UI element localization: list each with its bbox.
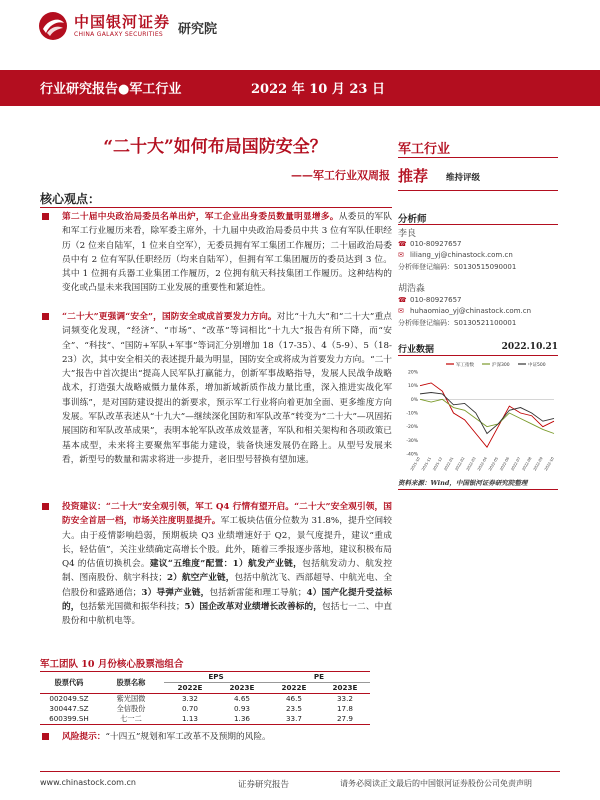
core-point-1 [40, 210, 392, 296]
institute-label: 研究院 [178, 21, 218, 37]
col-header-eps-2022: 2022E [177, 683, 203, 692]
analyst-cert-row [398, 262, 516, 272]
analyst-cert: 分析师登记编码：S0130521100001 [398, 319, 517, 327]
report-category: 行业研究报告●军工行业 [40, 82, 182, 97]
phone-icon: ☎ [398, 240, 407, 248]
series-line [420, 393, 554, 434]
legend-label: 军工指数 [456, 363, 474, 368]
col-header-code: 股票代码 [54, 677, 84, 687]
rating-label: 推荐 [398, 167, 429, 185]
col-header-pe-2023: 2023E [332, 683, 358, 692]
analyst-email-row [398, 251, 513, 259]
core-points-heading: 核心观点： [40, 192, 101, 206]
analyst-phone: 010-80927657 [410, 296, 462, 304]
legend-label: 中证500 [528, 363, 546, 368]
col-header-name: 股票名称 [116, 677, 146, 687]
email-icon: ✉ [398, 251, 404, 259]
divider [40, 771, 560, 772]
x-tick-label: 2022-06 [499, 456, 511, 472]
cell-pe-2023: 17.8 [336, 704, 353, 713]
cell-code: 600399.SH [49, 714, 89, 723]
y-tick-label: -10% [406, 411, 418, 417]
divider [398, 190, 558, 191]
config-item-label: 2）航空产业链， [167, 573, 235, 584]
report-title: “二十大”如何布局国防安全？ [103, 137, 327, 157]
x-tick-label: 2021-12 [432, 456, 444, 472]
x-tick-label: 2022-01 [443, 456, 455, 472]
company-logo [38, 10, 217, 42]
config-item-label: 3）导弹产业链， [141, 587, 210, 598]
point-body: 军工板块估值分位数为 31.8%，提升空间较大。由于疫情影响趋弱，预期板块 Q3 业绩增速好于 Q2，景气度提升，建议“重成长，轻估值”，关注业绩确定高增长个股。此外，随着三季报逐步落地，建议积极布局 Q4 的估值切换机会。 [62, 516, 392, 570]
table-row [40, 704, 370, 714]
divider [398, 355, 558, 356]
industry-data-date: 2022.10.21 [501, 342, 558, 352]
analyst-phone: 010-80927657 [410, 240, 462, 248]
config-item-label: 5）国企改革对业绩增长改善标的， [184, 602, 323, 613]
x-tick-label: 2021-10 [409, 456, 421, 472]
stock-pool-title: 军工团队 10 月份核心股票池组合 [40, 659, 184, 670]
y-tick-label: 10% [407, 384, 418, 390]
x-tick-label: 2022-04 [476, 456, 488, 472]
risk-label: 风险提示： [62, 732, 106, 742]
x-tick-label: 2022-02 [454, 456, 466, 472]
bullet-icon [42, 733, 49, 740]
divider [40, 207, 392, 208]
bullet-icon [42, 213, 49, 220]
phone-icon: ☎ [398, 296, 407, 304]
chart-source: 资料来源：Wind，中国银河证券研究院整理 [398, 479, 528, 487]
cell-eps-2023: 0.93 [233, 704, 250, 713]
config-item-text: 包括紫光国微和振华科技； [79, 602, 185, 613]
cell-name: 全信股份 [116, 704, 146, 713]
cell-pe-2023: 27.9 [336, 714, 353, 723]
core-point-2 [40, 310, 392, 467]
cell-eps-2022: 3.32 [181, 694, 198, 703]
analyst-name: 胡浩淼 [398, 284, 426, 294]
x-tick-label: 2022-10 [543, 456, 555, 472]
col-header-pe-2022: 2022E [281, 683, 307, 692]
divider [398, 489, 558, 490]
bullet-icon [42, 313, 49, 320]
point-body: 从委员的军队和军工行业履历来看，除军委主席外，十九届中央政治局委员中共 3 位有军队任职经历（2 位来自陆军，1 位来自空军），无委员拥有军工集团工作履历；二十届政治局委员中有 2 位有军队任职经历（均来自陆军），但拥有军工集团履历的委员达到 3 位。其中 1 位拥有兵器工业集团工作履历，2 位拥有航天科技集团工作履历。这种结构的变化或凸显未来我国国防工业发展的重要性和紧迫性。 [62, 212, 393, 294]
col-header-eps: EPS [164, 672, 268, 683]
industry-line-chart [398, 358, 558, 474]
logo-cn-text: 中国银河证券 [74, 12, 171, 31]
analyst-email[interactable]: huhaomiao_yj@chinastock.com.cn [410, 307, 532, 315]
y-tick-label: -30% [406, 438, 418, 444]
series-line [420, 399, 554, 433]
bullet-icon [42, 503, 49, 510]
table-row [40, 714, 370, 725]
cell-code: 002049.SZ [49, 694, 89, 703]
analyst-cert: 分析师登记编码：S0130515090001 [398, 263, 517, 271]
table-row [40, 694, 370, 705]
y-tick-label: 0% [410, 397, 418, 403]
industry-label: 军工行业 [398, 142, 451, 157]
cell-eps-2023: 4.65 [233, 694, 250, 703]
y-tick-label: -40% [406, 452, 418, 458]
point-lead: 投资建议：“二十大”安全观引领，军工 Q4 行情有望开启。“二十大”安全观引领，国防安全首居一档，市场关注度明显提升。 [62, 502, 392, 527]
cell-eps-2022: 0.70 [181, 704, 198, 713]
risk-note [40, 730, 392, 744]
logo-en-text: CHINA GALAXY SECURITIES [74, 30, 164, 38]
cell-pe-2022: 23.5 [285, 704, 302, 713]
report-banner [0, 70, 600, 106]
cell-pe-2022: 33.7 [285, 714, 302, 723]
config-item-label: 1）航发产业链， [232, 559, 303, 570]
cell-eps-2023: 1.36 [233, 714, 250, 723]
analyst-cert-row [398, 318, 516, 328]
legend-label: 沪深300 [492, 363, 510, 368]
config-item-text: 包括中航沈飞、西部超导、中航光电、全信股份和盛路通信； [62, 573, 393, 598]
footer-website[interactable]: www.chinastock.com.cn [40, 778, 136, 787]
cell-eps-2022: 1.13 [181, 714, 198, 723]
point-body: 对比“十九大”和“二十大”重点词频变化发现，“经济”、“市场”、“改革”等词相比“十九大”报告有所下降，而“安全”、“科技”、“国防+军队+军事”等词汇分别增加 18（17-35）、4（5-9）、5（18-23）次，其中安全相关的表述提升最为明显，国防安全或将成为首要发力方向。“二十大”报告中首次提出“提高人民军队打赢能力，创新军事战略指导，发展人民战争战略战术，打造强大战略威慑力量体系，增加新域新质作战力量比重，深入推进实战化军事训练”，是对国防建设提出的新要求，预示军工行业将向着更加全面、更多维度方向发展。军队改革表述从“十九大”—继续深化国防和军队改革”转变为“二十大”—巩固拓展国防和军队改革成果”，表明本轮军队改革成效显著，军队和相关架构和各项政策已基本成型，未来将主要聚焦军事能力建设，装备快速发展仍在路上。从型号发展来看，新型号的数量和需求将进一步提升，老旧型号替换有望加速。 [62, 312, 392, 465]
x-tick-label: 2022-03 [465, 456, 477, 472]
analyst-email-row [398, 307, 531, 315]
footer-center: 证券研究报告 [238, 780, 290, 790]
x-tick-label: 2022-05 [488, 456, 500, 472]
stock-pool-table [40, 671, 370, 725]
config-item-label: 4）国产化提升受益标的， [62, 587, 393, 613]
analyst-name: 李良 [398, 229, 417, 239]
analyst-heading: 分析师 [398, 214, 427, 225]
x-tick-label: 2022-07 [510, 456, 522, 472]
config-item-text: 包括新雷能和理工导航； [209, 587, 307, 598]
core-point-3 [40, 500, 392, 629]
industry-data-title: 行业数据 [398, 345, 435, 355]
risk-text: “十四五”规划和军工改革不及预期的风险。 [105, 732, 271, 742]
cell-code: 300447.SZ [49, 704, 89, 713]
x-tick-label: 2021-11 [421, 456, 433, 472]
cell-pe-2022: 46.5 [285, 694, 302, 703]
x-tick-label: 2022-09 [532, 456, 544, 472]
analyst-phone-row [398, 240, 462, 248]
divider [398, 224, 558, 225]
industry-data-header [398, 342, 558, 355]
report-subtitle: ——军工行业双周报 [291, 169, 390, 182]
config-item-text: 包括七一二、中直股份和中航机电等。 [62, 602, 393, 627]
rating-sub: 维持评级 [446, 173, 481, 183]
cell-name: 七一二 [120, 714, 142, 723]
config-lead: 建议“五维度”配置： [149, 559, 233, 570]
point-lead: 第二十届中央政治局委员名单出炉，军工企业出身委员数量明显增多。 [62, 212, 339, 222]
y-tick-label: -20% [406, 425, 418, 431]
email-icon: ✉ [398, 307, 404, 315]
galaxy-logo-icon [38, 11, 68, 41]
cell-pe-2023: 33.2 [336, 694, 353, 703]
col-header-eps-2023: 2023E [229, 683, 255, 692]
y-tick-label: 20% [407, 370, 418, 376]
config-item-text: 包括航发动力、航发控制、图南股份、航宇科技； [62, 559, 393, 584]
analyst-phone-row [398, 296, 462, 304]
point-lead: “二十大”更强调“安全”，国防安全或成首要发力方向。 [62, 312, 277, 322]
footer-disclaimer: 请务必阅读正文最后的中国银河证券股份公司免责声明 [340, 779, 532, 788]
x-tick-label: 2022-08 [521, 456, 533, 472]
divider [398, 157, 558, 158]
analyst-email[interactable]: liliang_yj@chinastock.com.cn [410, 251, 513, 259]
report-date: 2022 年 10 月 23 日 [251, 82, 385, 97]
cell-name: 紫光国微 [116, 694, 146, 703]
col-header-pe: PE [268, 672, 370, 683]
